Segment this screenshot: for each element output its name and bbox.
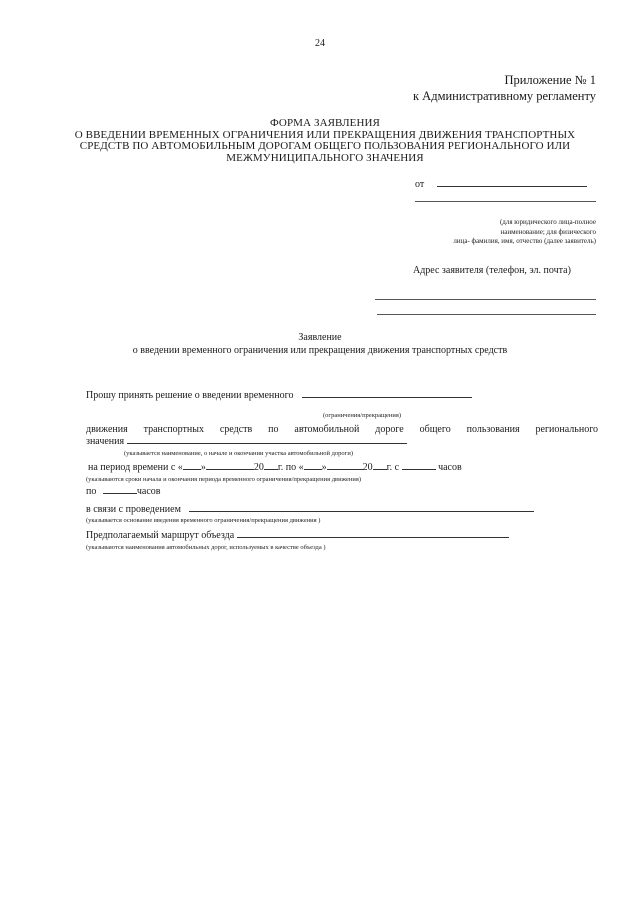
applicant-note-line-2: наименование; для физического (500, 227, 596, 236)
movement-word: средств (219, 424, 253, 435)
start-year-field[interactable] (264, 469, 278, 470)
in-connection-label: в связи с проведением (86, 504, 181, 515)
from-label: от (415, 179, 425, 190)
form-title (60, 118, 590, 164)
movement-word: общего (419, 424, 451, 435)
appendix-line-2: к Административному регламенту (412, 89, 596, 103)
end-day-field[interactable] (304, 469, 322, 470)
detour-hint: (указываются наименования автомобильных дорог, используемых в качестве объезда ) (86, 544, 326, 551)
period-row (88, 462, 462, 473)
form-title-line-2: О ВВЕДЕНИИ ВРЕМЕННЫХ ОГРАНИЧЕНИЯ ИЛИ ПРЕКРАЩЕНИЯ ДВИЖЕНИЯ ТРАНСПОРТНЫХ (74, 128, 576, 141)
from-field[interactable] (437, 186, 587, 187)
restriction-hint: (ограничения/прекращения) (323, 412, 401, 419)
detour-label: Предполагаемый маршрут объезда (86, 530, 235, 541)
to-row (86, 486, 161, 497)
to-label: по (86, 486, 97, 497)
detour-row (86, 530, 509, 541)
restriction-type-field[interactable] (302, 397, 472, 398)
end-year-field[interactable] (373, 469, 387, 470)
address-field-line-1[interactable] (375, 299, 596, 300)
road-hint: (указывается наименование, о начале и окончании участка автомобильной дороги) (124, 450, 353, 457)
start-hours-field[interactable] (402, 469, 436, 470)
start-year-suffix: г. по « (277, 462, 304, 473)
from-row (415, 179, 587, 190)
movement-word: пользования (466, 424, 520, 435)
start-month-field[interactable] (206, 469, 254, 470)
movement-word: по (268, 424, 279, 435)
end-year-prefix: 20 (362, 462, 373, 473)
statement-title: Заявление (298, 332, 342, 343)
period-hint: (указываются сроки начала и окончания периода временного ограничения/прекращения движения) (86, 476, 362, 483)
significance-row (86, 436, 407, 447)
page-number: 24 (315, 38, 325, 49)
appendix-header (413, 72, 596, 104)
quote-close: » (200, 462, 206, 473)
address-field-line-2[interactable] (377, 314, 596, 315)
form-title-line-4: МЕЖМУНИЦИПАЛЬНОГО ЗНАЧЕНИЯ (226, 151, 424, 164)
from-field-line-2[interactable] (415, 201, 596, 202)
statement-heading (0, 331, 640, 357)
quote-close: » (321, 462, 327, 473)
period-prefix: на период времени с « (88, 462, 183, 473)
significance-label: значения (86, 436, 125, 447)
start-year-prefix: 20 (253, 462, 264, 473)
reason-field[interactable] (189, 511, 534, 512)
reason-row (86, 504, 534, 515)
applicant-note-line-1: (для юридического лица-полное (499, 218, 596, 226)
movement-word: транспортных (143, 424, 204, 435)
end-month-field[interactable] (327, 469, 363, 470)
request-text: Прошу принять решение о введении временного (86, 390, 294, 401)
detour-field[interactable] (237, 537, 509, 538)
form-title-line-3: СРЕДСТВ ПО АВТОМОБИЛЬНЫМ ДОРОГАМ ОБЩЕГО ПОЛЬЗОВАНИЯ РЕГИОНАЛЬНОГО ИЛИ (79, 140, 571, 152)
start-day-field[interactable] (183, 469, 201, 470)
movement-word: движения (86, 424, 128, 435)
movement-word: дороге (375, 424, 404, 435)
end-year-suffix: г. с (386, 462, 400, 473)
applicant-note-line-3: лица- фамилия, имя, отчество (далее заявитель) (453, 237, 596, 245)
address-label: Адрес заявителя (телефон, эл. почта) (413, 265, 571, 276)
hours-label: часов (136, 486, 161, 497)
applicant-note (396, 218, 596, 247)
road-name-field[interactable] (127, 443, 407, 444)
request-row (86, 390, 472, 401)
movement-word: автомобильной (294, 424, 360, 435)
statement-subtitle: о введении временного ограничения или прекращения движения транспортных средств (132, 345, 508, 356)
appendix-line-1: Приложение № 1 (504, 73, 596, 87)
movement-line (86, 424, 598, 435)
form-title-line-1: ФОРМА ЗАЯВЛЕНИЯ (270, 117, 380, 129)
end-hours-field[interactable] (103, 493, 137, 494)
hours-label: часов (438, 462, 462, 473)
reason-hint: (указывается основание введения временного ограничения/прекращения движения ) (86, 517, 321, 524)
movement-word: регионального (535, 424, 599, 435)
